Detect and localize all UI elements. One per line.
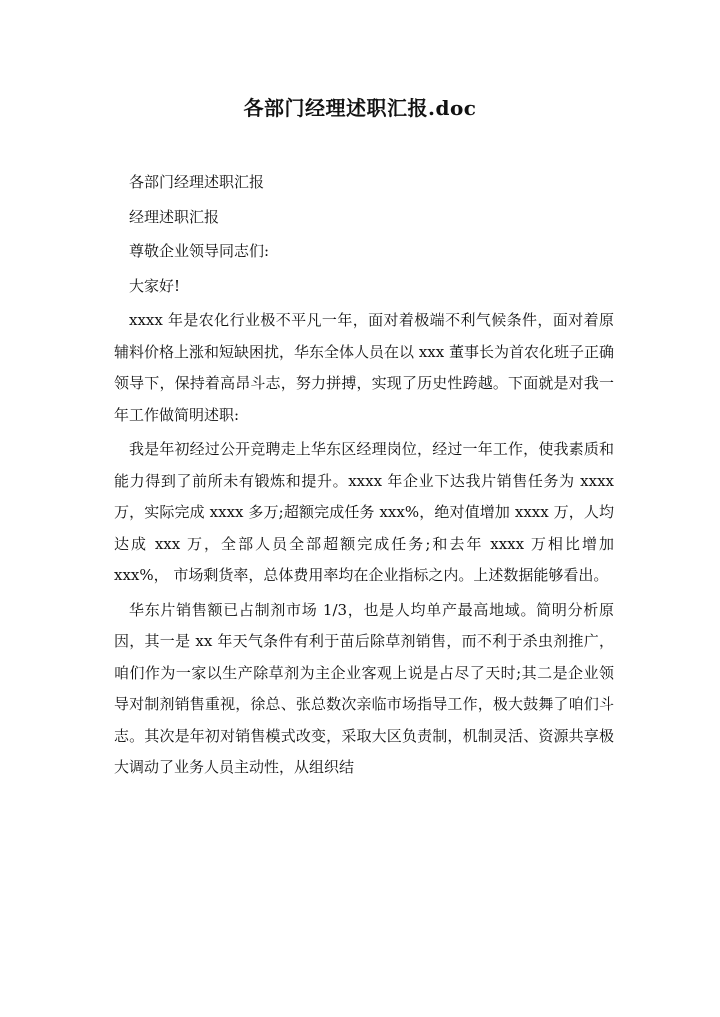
document-body	[114, 167, 614, 787]
paragraph-heading: 各部门经理述职汇报	[129, 173, 265, 191]
paragraph-greeting: 大家好!	[129, 276, 181, 295]
paragraph-performance: 我是年初经过公开竞聘走上华东区经理岗位，经过一年工作，使我素质和能力得到了前所未有锻炼和提升。xxxx 年企业下达我片销售任务为 xxxx 万，实际完成 xxxx 多万;超额完成任务 xxx%，绝对值增加 xxxx 万，人均达成 xxx 万，全部人员全部超额完成任务;和去年 xxxx 万相比增加 xxx%， 市场剩货率，总体费用率均在企业指标之内。上述数据能够看出。	[114, 440, 614, 584]
paragraph-intro: xxxx 年是农化行业极不平凡一年，面对着极端不利气候条件，面对着原辅料价格上涨和短缺困扰，华东全体人员在以 xxx 董事长为首农化班子正确领导下，保持着高昂斗志，努力拼搏，实现了历史性跨越。下面就是对我一年工作做简明述职:	[114, 311, 614, 424]
paragraph-analysis: 华东片销售额已占制剂市场 1/3，也是人均单产最高地域。简明分析原因，其一是 xx 年天气条件有利于苗后除草剂销售，而不利于杀虫剂推广，咱们作为一家以生产除草剂为主企业客观上说是占尽了天时;其二是企业领导对制剂销售重视，徐总、张总数次亲临市场指导工作，极大鼓舞了咱们斗志。其次是年初对销售模式改变，采取大区负责制，机制灵活、资源共享极大调动了业务人员主动性，从组织结	[114, 600, 614, 776]
paragraph-subheading: 经理述职汇报	[129, 207, 220, 226]
paragraph-salutation: 尊敬企业领导同志们:	[129, 242, 270, 260]
document-title: 各部门经理述职汇报.doc	[243, 96, 477, 120]
